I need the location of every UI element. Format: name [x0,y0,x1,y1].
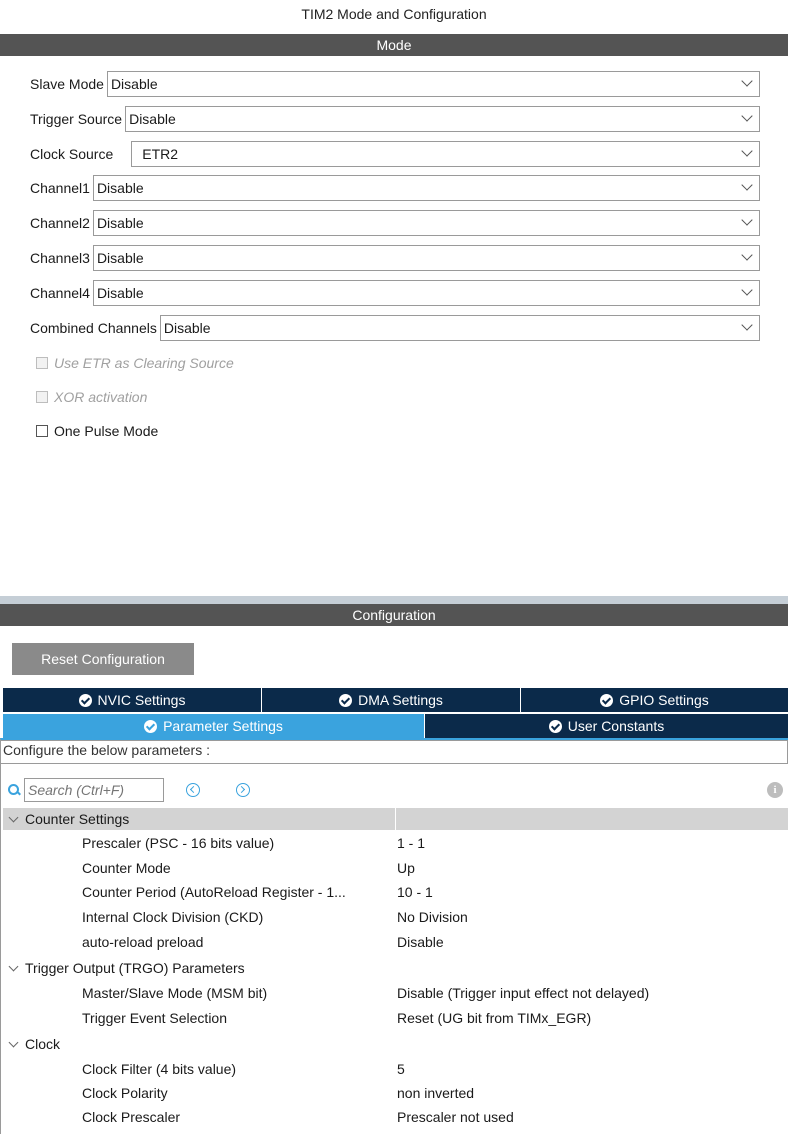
search-icon [8,784,20,796]
param-name: Internal Clock Division (CKD) [82,909,264,925]
param-name: Clock Prescaler [82,1109,181,1125]
tab-dma-settings[interactable] [262,688,521,712]
chevron-right-circle-icon[interactable] [236,783,250,797]
check-circle-icon [339,694,352,707]
chevron-down-icon [741,214,752,225]
param-value[interactable]: non inverted [397,1085,475,1101]
channel3-select[interactable] [93,245,760,271]
configuration-section-header: Configuration [0,596,788,626]
check-circle-icon [144,720,157,733]
group-title: Trigger Output (TRGO) Parameters [25,960,245,976]
clock-source-select[interactable] [131,141,760,167]
channel1-value: Disable [96,180,144,196]
chevron-down-icon [741,145,752,156]
window-title: TIM2 Mode and Configuration [301,6,487,22]
combined-channels-row [30,315,760,341]
chevron-down-icon [741,179,752,190]
clock-source-label: Clock Source [30,146,114,162]
xor-activation-checkbox [36,391,48,403]
chevron-down-icon [9,1037,19,1047]
slave-mode-row [30,71,760,97]
channel3-row [30,245,760,271]
use-etr-clearing-checkbox [36,357,48,369]
combined-channels-select[interactable] [160,315,760,341]
one-pulse-mode-checkbox-row[interactable] [36,421,158,441]
channel1-select[interactable] [93,175,760,201]
group-clock[interactable] [3,1033,788,1055]
chevron-down-icon [741,75,752,86]
param-value[interactable]: Up [397,860,415,876]
channel2-label: Channel2 [30,215,90,231]
param-row[interactable] [0,906,788,928]
param-row[interactable] [0,881,788,903]
channel4-label: Channel4 [30,285,90,301]
trigger-source-label: Trigger Source [30,111,123,127]
tab-label: Parameter Settings [163,718,283,734]
param-name: auto-reload preload [82,934,204,950]
channel1-row [30,175,760,201]
slave-mode-value: Disable [110,76,158,92]
param-row[interactable] [0,1106,788,1128]
use-etr-clearing-label: Use ETR as Clearing Source [54,355,234,371]
channel3-value: Disable [96,250,144,266]
param-name: Master/Slave Mode (MSM bit) [82,985,268,1001]
settings-tabs-top [3,688,788,712]
search-row [8,778,250,802]
slave-mode-label: Slave Mode [30,76,104,92]
trigger-source-row [30,106,760,132]
tab-label: NVIC Settings [97,692,186,708]
param-value[interactable]: No Division [397,909,468,925]
param-value[interactable]: Prescaler not used [397,1109,514,1125]
channel2-select[interactable] [93,210,760,236]
settings-tabs-bottom [3,714,788,738]
search-input[interactable] [24,778,164,802]
trigger-source-select[interactable] [125,106,760,132]
tab-gpio-settings[interactable] [521,688,788,712]
channel4-select[interactable] [93,280,760,306]
channel1-label: Channel1 [30,180,90,196]
param-value[interactable]: Disable [397,934,444,950]
tab-label: DMA Settings [358,692,443,708]
channel3-label: Channel3 [30,250,90,266]
check-circle-icon [549,720,562,733]
param-value[interactable]: 10 - 1 [397,884,433,900]
param-name: Clock Polarity [82,1085,168,1101]
tab-label: GPIO Settings [619,692,709,708]
param-row[interactable] [0,1082,788,1104]
param-name: Counter Mode [82,860,171,876]
slave-mode-select[interactable] [107,71,760,97]
group-trigger-output[interactable] [3,957,788,979]
chevron-down-icon [741,110,752,121]
clock-source-value: ETR2 [142,146,179,162]
combined-channels-value: Disable [163,320,211,336]
configure-hint-text: Configure the below parameters : [3,742,210,758]
one-pulse-mode-label: One Pulse Mode [54,423,159,439]
channel2-row [30,210,760,236]
group-counter-settings[interactable] [3,808,788,830]
check-circle-icon [600,694,613,707]
param-row[interactable] [0,832,788,854]
param-value[interactable]: Reset (UG bit from TIMx_EGR) [397,1010,592,1026]
tab-user-constants[interactable] [425,714,788,738]
info-icon[interactable]: i [767,782,783,798]
param-name: Counter Period (AutoReload Register - 1... [82,884,346,900]
reset-configuration-button[interactable]: Reset Configuration [12,643,194,675]
param-row[interactable] [0,931,788,953]
chevron-down-icon [741,319,752,330]
xor-activation-checkbox-row [36,387,147,407]
tab-parameter-settings[interactable] [3,714,425,738]
param-value[interactable]: Disable (Trigger input effect not delayed) [397,985,650,1001]
clock-source-row [30,141,760,167]
check-circle-icon [79,694,92,707]
param-value[interactable]: 1 - 1 [397,835,426,851]
param-row[interactable] [0,982,788,1004]
param-row[interactable] [0,1007,788,1029]
mode-section-header: Mode [0,34,788,56]
param-value[interactable]: 5 [397,1061,405,1077]
channel4-value: Disable [96,285,144,301]
param-name: Trigger Event Selection [82,1010,227,1026]
tab-nvic-settings[interactable] [3,688,262,712]
combined-channels-label: Combined Channels [30,320,157,336]
group-title: Clock [25,1036,61,1052]
trigger-source-value: Disable [129,111,176,127]
xor-activation-label: XOR activation [54,389,148,405]
channel2-value: Disable [96,215,144,231]
chevron-down-icon [9,961,19,971]
chevron-left-circle-icon[interactable] [186,783,200,797]
group-title: Counter Settings [25,811,130,827]
use-etr-clearing-checkbox-row [36,353,234,373]
chevron-down-icon [741,249,752,260]
param-row[interactable] [0,857,788,879]
chevron-down-icon [9,812,19,822]
param-name: Prescaler (PSC - 16 bits value) [82,835,275,851]
param-row[interactable] [0,1058,788,1080]
one-pulse-mode-checkbox[interactable] [36,425,48,437]
chevron-down-icon [741,284,752,295]
channel4-row [30,280,760,306]
tab-label: User Constants [567,718,665,734]
param-name: Clock Filter (4 bits value) [82,1061,237,1077]
